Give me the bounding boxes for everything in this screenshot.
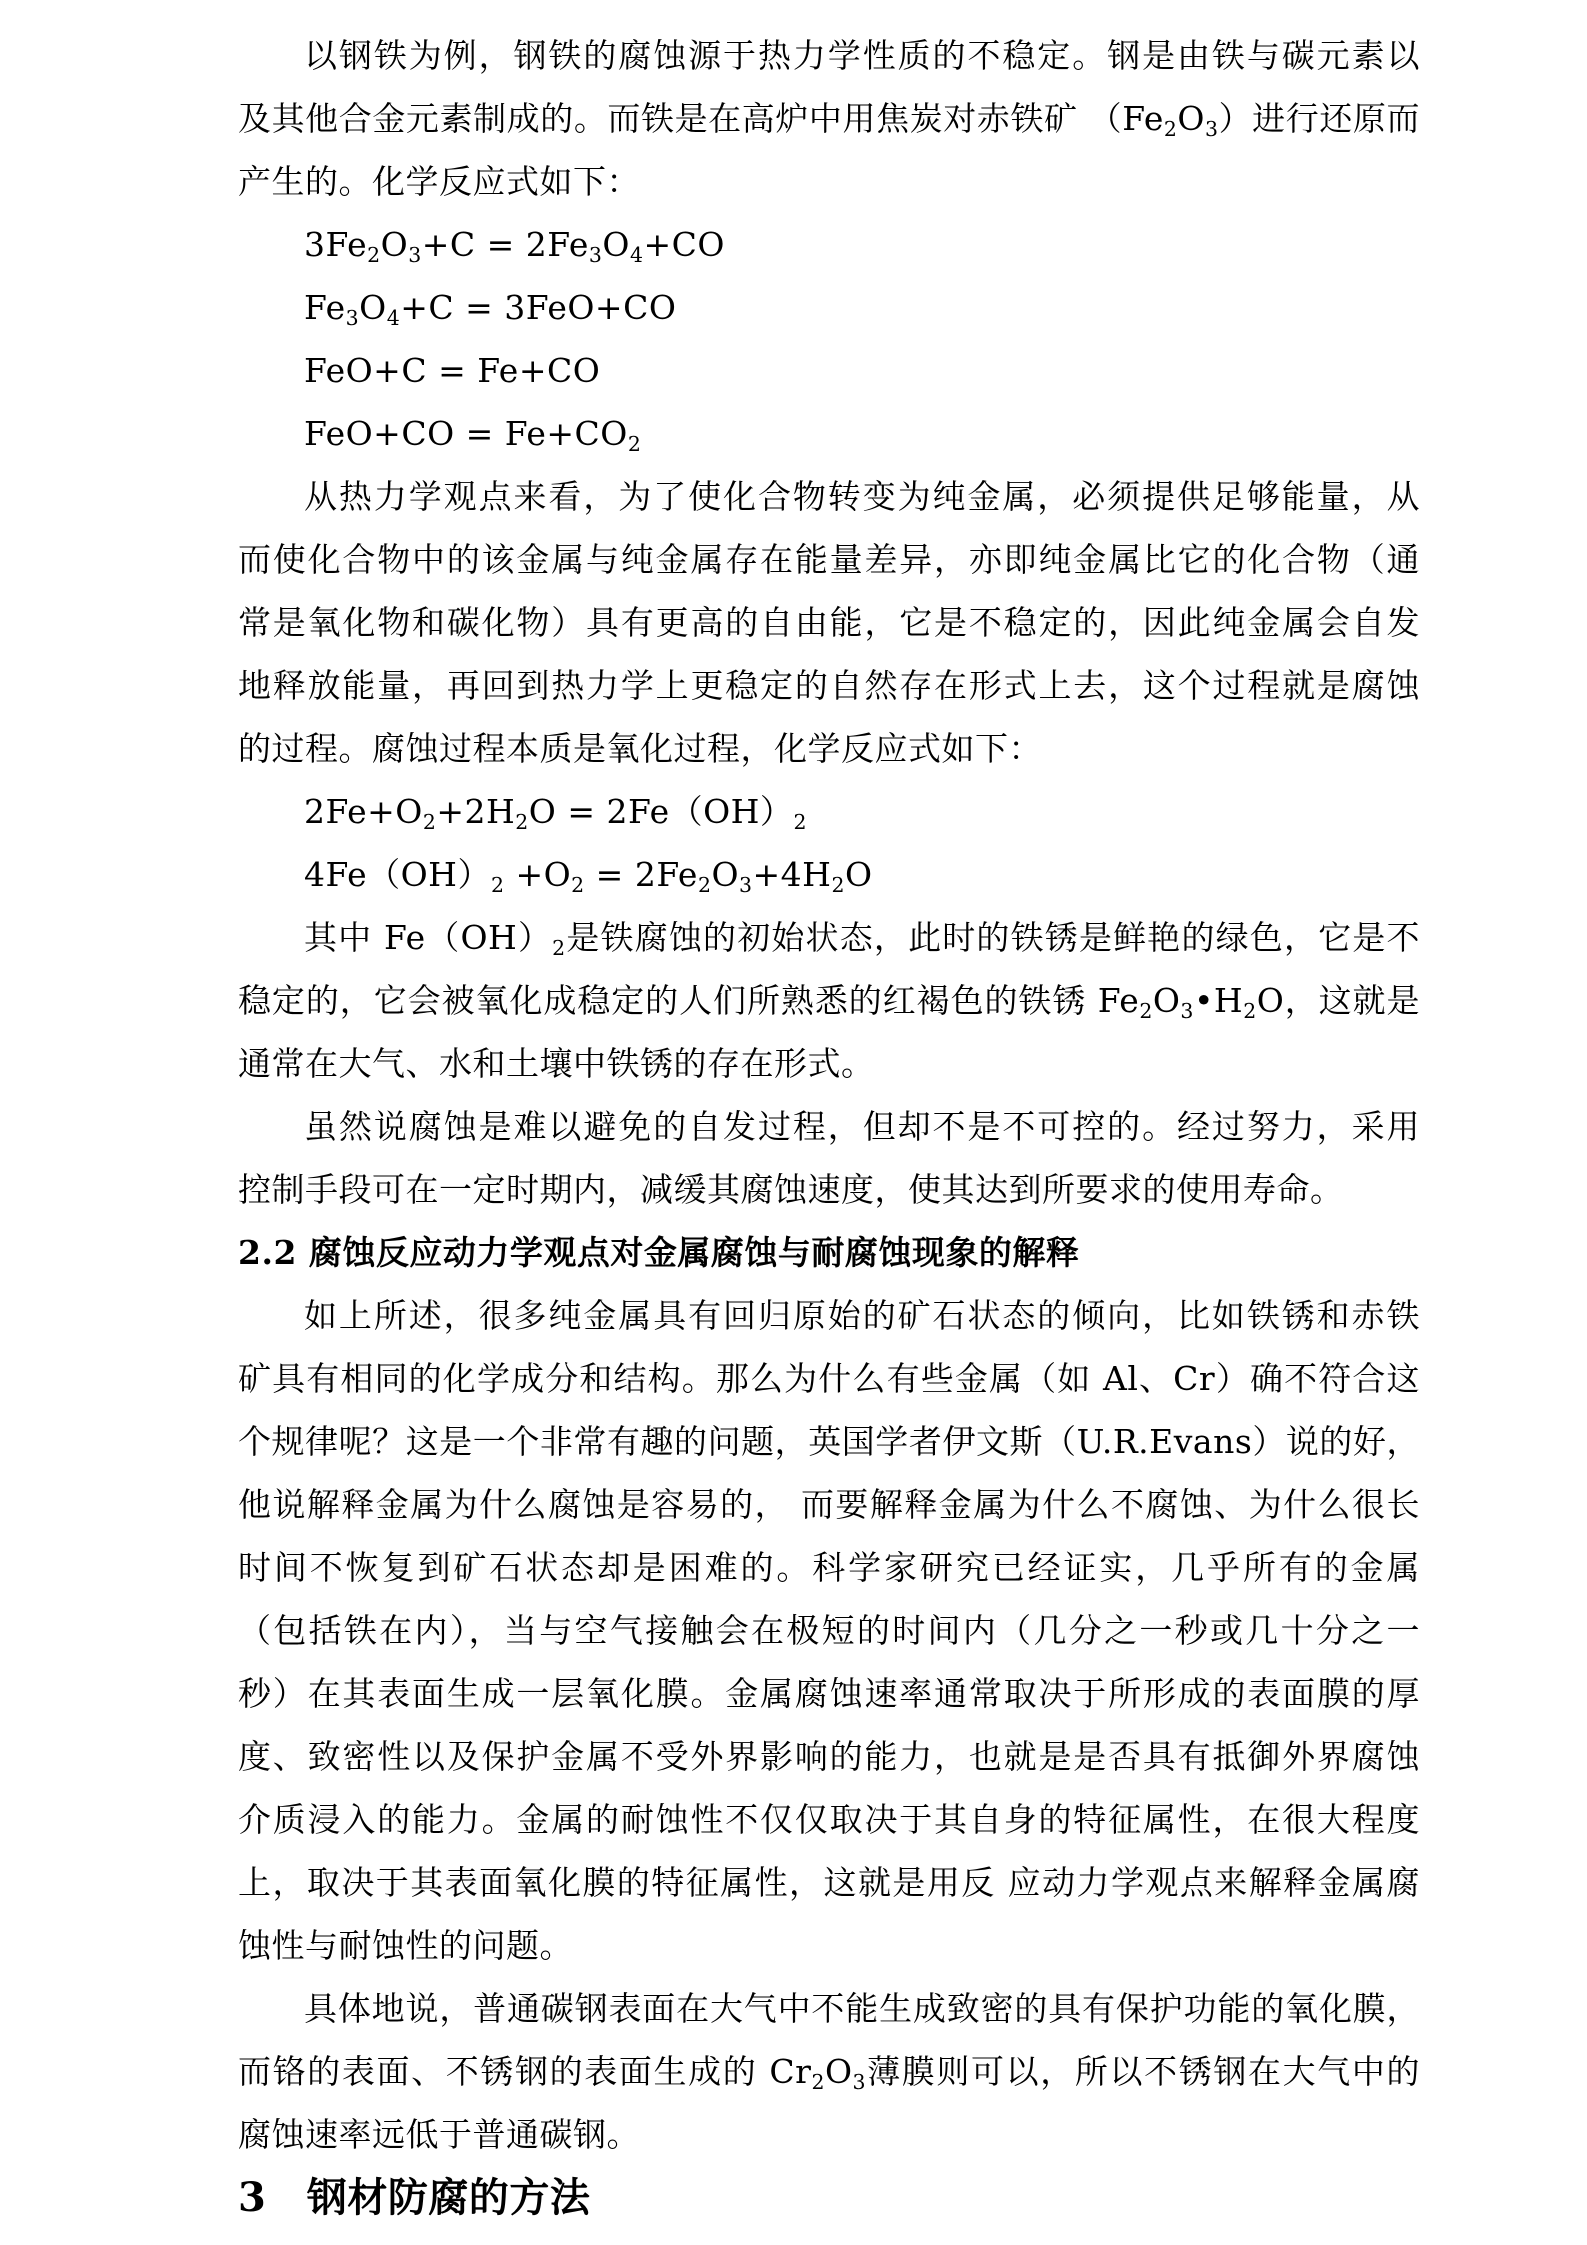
body-text-line: 通常在大气、水和土壤中铁锈的存在形式。 <box>238 1044 875 1083</box>
body-text-line: 从热力学观点来看，为了使化合物转变为纯金属，必须提供足够能量，从 <box>304 477 1420 516</box>
body-text-line: 而铬的表面、不锈钢的表面生成的 $Cr_2O_3$薄膜则可以，所以不锈钢在大气中的 <box>238 2052 1420 2095</box>
body-text-line: 而使化合物中的该金属与纯金属存在能量差异，亦即纯金属比它的化合物（通 <box>238 540 1420 579</box>
chemical-equation-line: $FeO+CO = Fe+CO_2$ <box>304 414 642 457</box>
body-text-line: 的过程。腐蚀过程本质是氧化过程，化学反应式如下： <box>238 729 1042 768</box>
body-text-line: 上，取决于其表面氧化膜的特征属性，这就是用反 应动力学观点来解释金属腐 <box>238 1863 1420 1902</box>
body-text-line: 及其他合金元素制成的。而铁是在高炉中用焦炭对赤铁矿 $(Fe_2O_3)$进行还原而 <box>238 99 1420 142</box>
body-text-line: 秒）在其表面生成一层氧化膜。金属腐蚀速率通常取决于所形成的表面膜的厚 <box>238 1674 1420 1713</box>
chemical-equation-line: $Fe_3O_4+C = 3FeO+CO$ <box>304 288 677 331</box>
body-text-line: 蚀性与耐蚀性的问题。 <box>238 1926 573 1965</box>
body-text-line: 其中 $Fe(OH)_2$是铁腐蚀的初始状态，此时的铁锈是鲜艳的绿色，它是不 <box>304 918 1420 961</box>
section-heading: 2.2 腐蚀反应动力学观点对金属腐蚀与耐腐蚀现象的解释 <box>238 1233 1080 1272</box>
chapter-heading: 3 钢材防腐的方法 <box>238 2174 591 2221</box>
body-text-line: 产生的。化学反应式如下： <box>238 162 640 201</box>
body-text-line: 度、致密性以及保护金属不受外界影响的能力，也就是是否具有抵御外界腐蚀 <box>238 1737 1420 1776</box>
body-text-line: 腐蚀速率远低于普通碳钢。 <box>238 2115 640 2154</box>
body-text-line: 控制手段可在一定时期内，减缓其腐蚀速度，使其达到所要求的使用寿命。 <box>238 1170 1344 1209</box>
chemical-equation-line: $4Fe(OH)_2 +O_2 = 2Fe_2O_3+4H_2O$ <box>304 855 873 898</box>
body-text-line: 介质浸入的能力。金属的耐蚀性不仅仅取决于其自身的特征属性，在很大程度 <box>238 1800 1420 1839</box>
body-text-line: 个规律呢？这是一个非常有趣的问题，英国学者伊文斯（U.R.Evans）说的好， <box>238 1422 1420 1461</box>
chemical-equation-line: FeO+C = Fe+CO <box>304 351 601 390</box>
chemical-equation-line: $2Fe+O_2+2H_2O = 2Fe(OH)_2$ <box>304 792 807 835</box>
body-text-line: （包括铁在内），当与空气接触会在极短的时间内（几分之一秒或几十分之一 <box>238 1611 1420 1650</box>
body-text-line: 地释放能量，再回到热力学上更稳定的自然存在形式上去，这个过程就是腐蚀 <box>238 666 1420 705</box>
body-text-line: 以钢铁为例，钢铁的腐蚀源于热力学性质的不稳定。钢是由铁与碳元素以 <box>304 36 1420 75</box>
body-text-line: 矿具有相同的化学成分和结构。那么为什么有些金属（如 Al、Cr）确不符合这 <box>238 1359 1420 1398</box>
body-text-line: 稳定的，它会被氧化成稳定的人们所熟悉的红褐色的铁锈 $Fe_2O_3•H_2O$，这就是 <box>238 981 1420 1024</box>
chemical-equation-line: $3Fe_2O_3+C = 2Fe_3O_4+CO$ <box>304 225 725 268</box>
body-text-line: 如上所述，很多纯金属具有回归原始的矿石状态的倾向，比如铁锈和赤铁 <box>304 1296 1420 1335</box>
body-text-line: 具体地说，普通碳钢表面在大气中不能生成致密的具有保护功能的氧化膜， <box>304 1989 1420 2028</box>
body-text-line: 常是氧化物和碳化物）具有更高的自由能，它是不稳定的，因此纯金属会自发 <box>238 603 1420 642</box>
body-text-line: 虽然说腐蚀是难以避免的自发过程，但却不是不可控的。经过努力，采用 <box>304 1107 1420 1146</box>
body-text-line: 时间不恢复到矿石状态却是困难的。科学家研究已经证实，几乎所有的金属 <box>238 1548 1420 1587</box>
body-text-line: 他说解释金属为什么腐蚀是容易的， 而要解释金属为什么不腐蚀、为什么很长 <box>238 1485 1420 1524</box>
